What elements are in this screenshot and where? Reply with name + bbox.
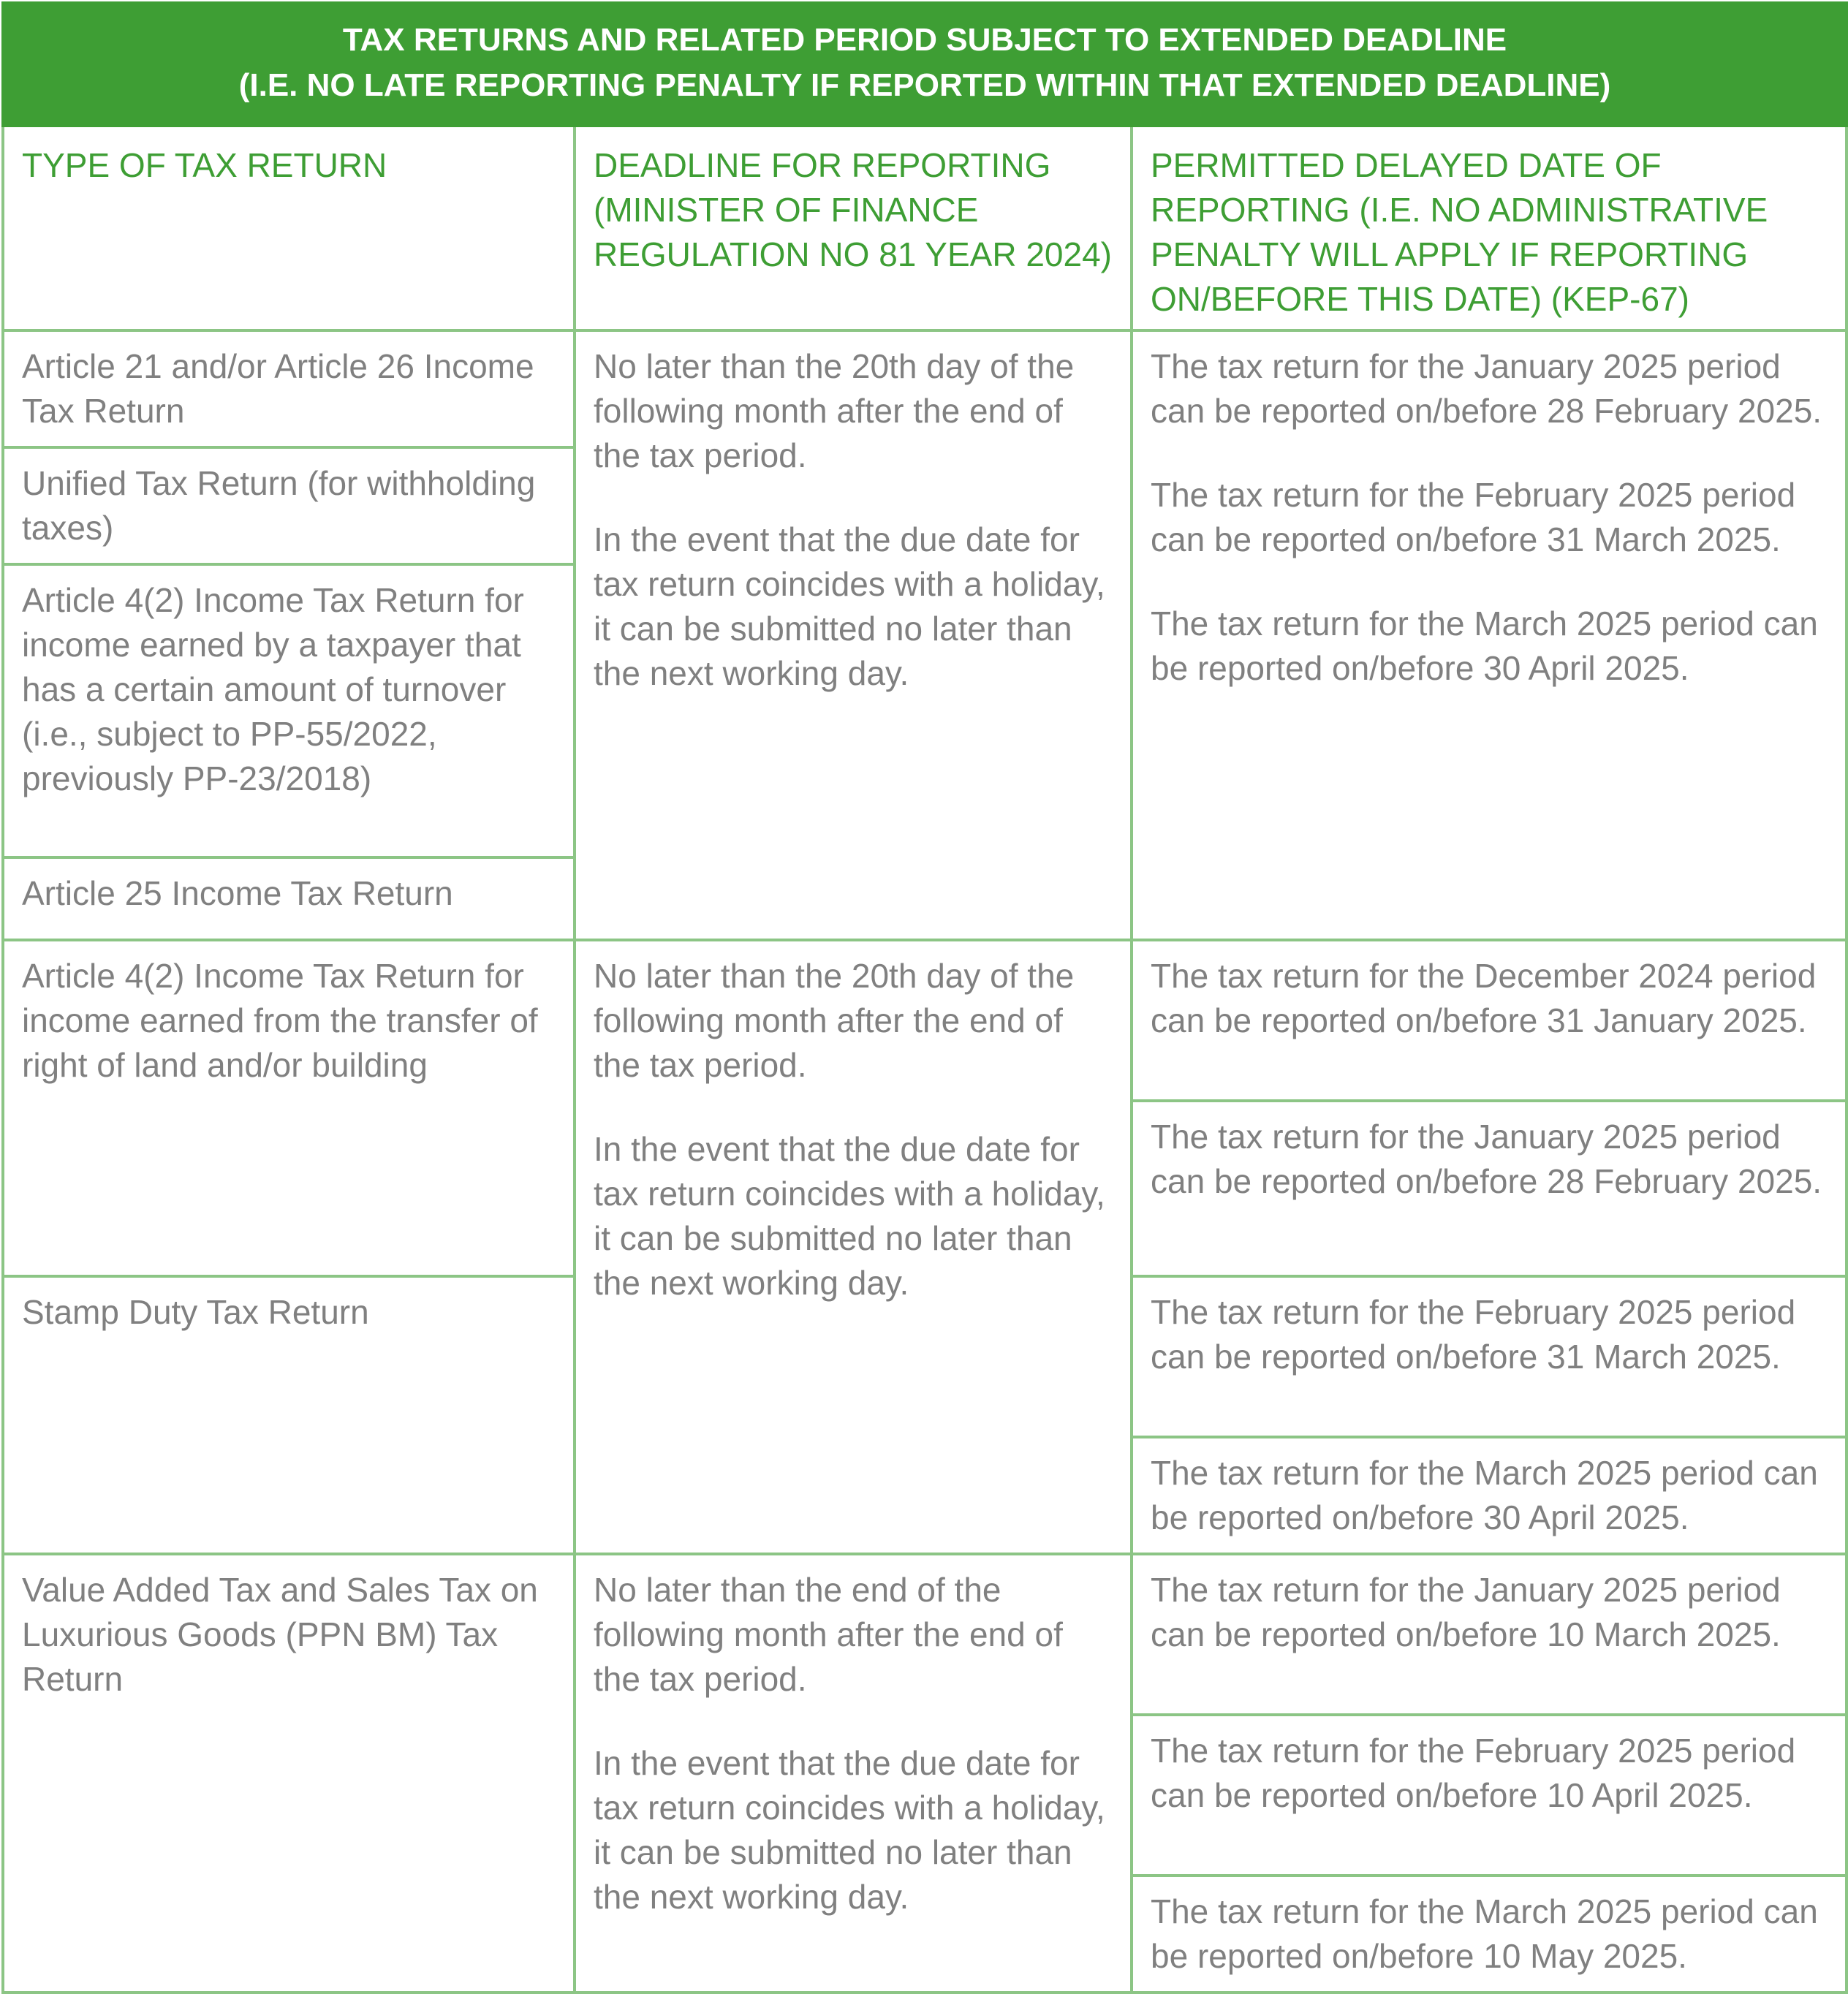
tax-deadline-document <box>1 1 1845 1991</box>
group2-permitted-1: The tax return for the December 2024 period can be reported on/before 31 January 2025. <box>1132 940 1847 1101</box>
group3-deadline-para-1: No later than the end of the following month after the end of the tax period. <box>594 1571 1063 1698</box>
group1-permitted-para-2: The tax return for the February 2025 period can be reported on/before 31 March 2025. <box>1151 476 1796 558</box>
table-row <box>3 330 1847 447</box>
group1-permitted-para-3: The tax return for the March 2025 period can be reported on/before 30 April 2025. <box>1151 604 1818 687</box>
tax-deadline-table <box>1 1 1848 1994</box>
header-type-of-tax-return: TYPE OF TAX RETURN <box>3 126 575 330</box>
group3-type-1: Value Added Tax and Sales Tax on Luxurious Goods (PPN BM) Tax Return <box>3 1554 575 1993</box>
group1-type-3: Article 4(2) Income Tax Return for income earned by a taxpayer that has a certain amount of turnover (i.e., subject to PP-55/2022, previously PP-23/2018) <box>3 564 575 857</box>
header-deadline-for-reporting: DEADLINE FOR REPORTING (MINISTER OF FINANCE REGULATION NO 81 YEAR 2024) <box>575 126 1132 330</box>
header-permitted-delayed-date: PERMITTED DELAYED DATE OF REPORTING (I.E. NO ADMINISTRATIVE PENALTY WILL APPLY IF REPORTING ON/BEFORE THIS DATE) (KEP-67) <box>1132 126 1847 330</box>
group2-deadline-para-2: In the event that the due date for tax return coincides with a holiday, it can be submitted no later than the next working day. <box>594 1130 1105 1302</box>
group1-deadline <box>575 330 1132 940</box>
group1-permitted <box>1132 330 1847 940</box>
group3-permitted-1: The tax return for the January 2025 period can be reported on/before 10 March 2025. <box>1132 1554 1847 1715</box>
table-row <box>3 940 1847 1101</box>
group1-deadline-para-2: In the event that the due date for tax return coincides with a holiday, it can be submitted no later than the next working day. <box>594 520 1105 692</box>
table-title-line-2: (I.E. NO LATE REPORTING PENALTY IF REPORTED WITHIN THAT EXTENDED DEADLINE) <box>238 67 1611 103</box>
group1-permitted-para-1: The tax return for the January 2025 period can be reported on/before 28 February 2025. <box>1151 347 1822 430</box>
group1-type-1: Article 21 and/or Article 26 Income Tax Return <box>3 330 575 447</box>
group3-permitted-3: The tax return for the March 2025 period can be reported on/before 10 May 2025. <box>1132 1876 1847 1993</box>
group2-permitted-3: The tax return for the February 2025 period can be reported on/before 31 March 2025. <box>1132 1276 1847 1437</box>
title-row <box>3 3 1847 126</box>
group3-deadline <box>575 1554 1132 1993</box>
group2-permitted-4: The tax return for the March 2025 period can be reported on/before 30 April 2025. <box>1132 1437 1847 1554</box>
group2-type-1: Article 4(2) Income Tax Return for income earned from the transfer of right of land and/or building <box>3 940 575 1276</box>
group1-type-4: Article 25 Income Tax Return <box>3 857 575 940</box>
group1-deadline-para-1: No later than the 20th day of the following month after the end of the tax period. <box>594 347 1075 474</box>
table-title-line-1: TAX RETURNS AND RELATED PERIOD SUBJECT TO EXTENDED DEADLINE <box>342 22 1507 58</box>
group3-permitted-2: The tax return for the February 2025 period can be reported on/before 10 April 2025. <box>1132 1715 1847 1876</box>
table-title <box>3 3 1847 126</box>
group2-type-2: Stamp Duty Tax Return <box>3 1276 575 1554</box>
header-row <box>3 126 1847 330</box>
group3-deadline-para-2: In the event that the due date for tax return coincides with a holiday, it can be submitted no later than the next working day. <box>594 1744 1105 1916</box>
table-row <box>3 1554 1847 1715</box>
group2-permitted-2: The tax return for the January 2025 period can be reported on/before 28 February 2025. <box>1132 1101 1847 1276</box>
group2-deadline-para-1: No later than the 20th day of the following month after the end of the tax period. <box>594 957 1075 1084</box>
group2-deadline <box>575 940 1132 1554</box>
group1-type-2: Unified Tax Return (for withholding taxes) <box>3 447 575 564</box>
